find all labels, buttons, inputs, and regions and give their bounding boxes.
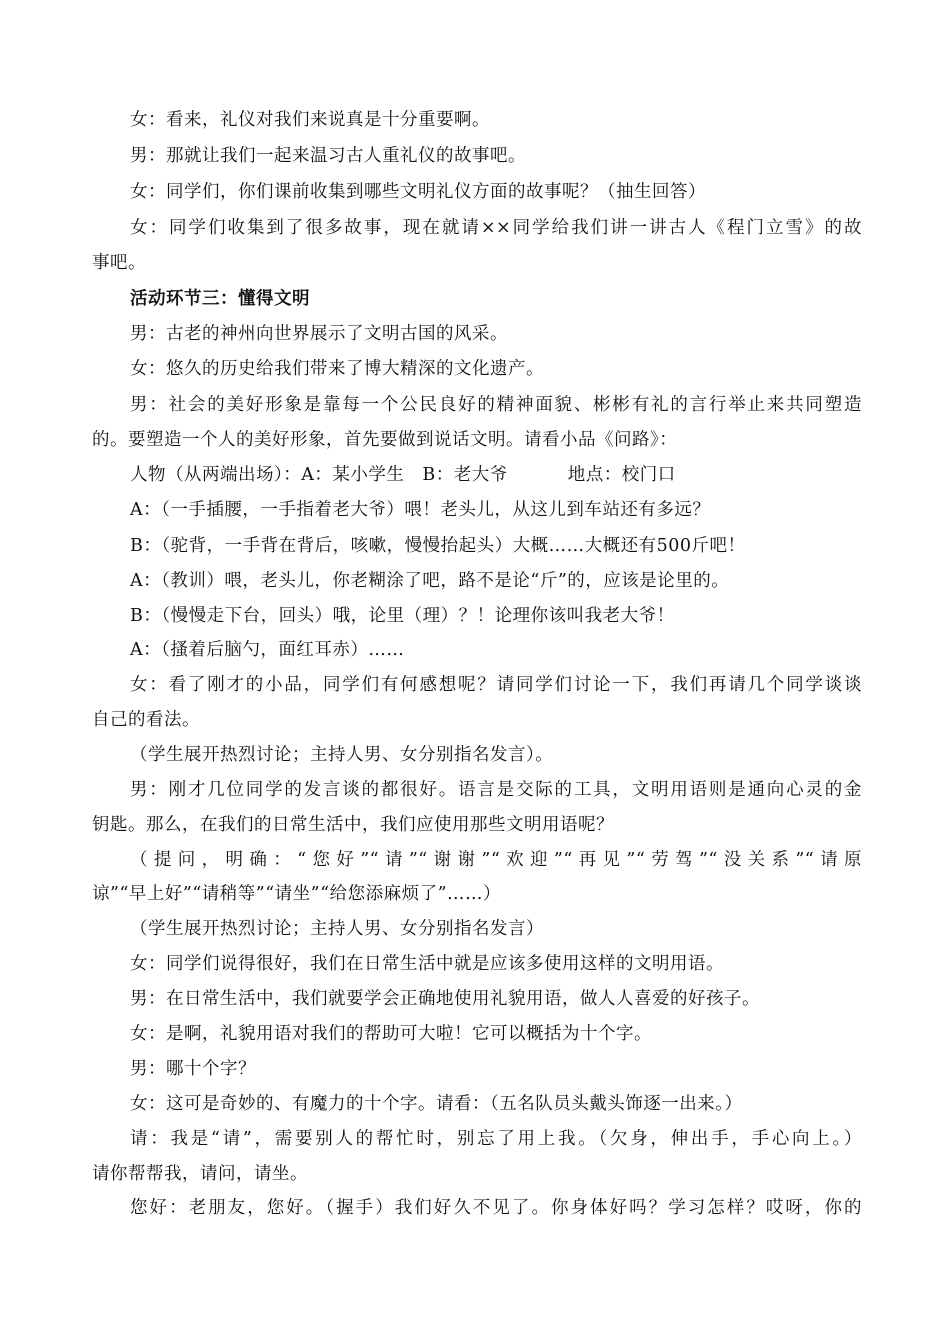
paragraph-line: B：（慢慢走下台，回头）哦，论里（理）？！论理你该叫我老大爷！	[130, 606, 675, 626]
paragraph-line: （学生展开热烈讨论；主持人男、女分别指名发言）	[130, 919, 544, 939]
paragraph-line: 事吧。	[92, 253, 146, 273]
paragraph-line: 男：那就让我们一起来温习古人重礼仪的故事吧。	[130, 146, 526, 166]
paragraph-line: （提问，明确：“您好”“请”“谢谢”“欢迎”“再见”“劳驾”“没关系”“请原	[130, 850, 862, 870]
cast-location: 地点：校门口	[567, 465, 676, 485]
paragraph-line: 女：同学们说得很好，我们在日常生活中就是应该多使用这样的文明用语。	[130, 954, 724, 974]
paragraph-line: 的。要塑造一个人的美好形象，首先要做到说话文明。请看小品《问路》：	[92, 430, 678, 450]
paragraph-line: 女：同学们收集到了很多故事，现在就请××同学给我们讲一讲古人《程门立雪》的故	[130, 218, 862, 238]
paragraph-line: （学生展开热烈讨论；主持人男、女分别指名发言）。	[130, 745, 554, 765]
paragraph-line: 谅”“早上好”“请稍等”“请坐”“给您添麻烦了”……）	[92, 884, 502, 904]
paragraph-line: 女：看了刚才的小品，同学们有何感想呢？请同学们讨论一下，我们再请几个同学谈谈	[130, 675, 862, 695]
paragraph-line: A：（搔着后脑勺，面红耳赤）……	[130, 640, 405, 660]
paragraph-line: 女：同学们，你们课前收集到哪些文明礼仪方面的故事呢？（抽生回答）	[130, 182, 706, 202]
paragraph-line: 请：我是“请”，需要别人的帮忙时，别忘了用上我。（欠身，伸出手，手心向上。）	[130, 1129, 862, 1149]
paragraph-line: 女：看来，礼仪对我们来说真是十分重要啊。	[130, 110, 490, 130]
cast-line	[130, 463, 862, 487]
paragraph-line: A：（教训）喂，老头儿，你老糊涂了吧，路不是论“斤”的，应该是论里的。	[130, 571, 730, 591]
paragraph-line: 钥匙。那么，在我们的日常生活中，我们应使用那些文明用语呢？	[92, 815, 614, 835]
paragraph-line: 男：哪十个字？	[130, 1059, 256, 1079]
paragraph-line: A：（一手插腰，一手指着老大爷）喂！老头儿，从这儿到车站还有多远？	[130, 500, 711, 520]
paragraph-line: 请你帮帮我，请问，请坐。	[92, 1164, 308, 1184]
paragraph-line: 女：这可是奇妙的、有魔力的十个字。请看：（五名队员头戴头饰逐一出来。）	[130, 1094, 743, 1114]
paragraph-line: 男：在日常生活中，我们就要学会正确地使用礼貌用语，做人人喜爱的好孩子。	[130, 989, 760, 1009]
paragraph-line: 男：古老的神州向世界展示了文明古国的风采。	[130, 324, 508, 344]
cast-characters: 人物（从两端出场）：A：某小学生 B：老大爷	[130, 465, 508, 485]
paragraph-line: 自己的看法。	[92, 710, 200, 730]
paragraph-line: B：（驼背，一手背在背后，咳嗽，慢慢抬起头）大概……大概还有500斤吧！	[130, 536, 746, 556]
paragraph-line: 您好：老朋友，您好。（握手）我们好久不见了。你身体好吗？学习怎样？哎呀，你的	[130, 1198, 862, 1218]
paragraph-line: 男：刚才几位同学的发言谈的都很好。语言是交际的工具，文明用语则是通向心灵的金	[130, 780, 862, 800]
paragraph-line: 女：悠久的历史给我们带来了博大精深的文化遗产。	[130, 359, 544, 379]
paragraph-line: 男：社会的美好形象是靠每一个公民良好的精神面貌、彬彬有礼的言行举止来共同塑造	[130, 395, 862, 415]
section-heading: 活动环节三：懂得文明	[130, 289, 310, 309]
paragraph-line: 女：是啊，礼貌用语对我们的帮助可大啦！它可以概括为十个字。	[130, 1024, 652, 1044]
